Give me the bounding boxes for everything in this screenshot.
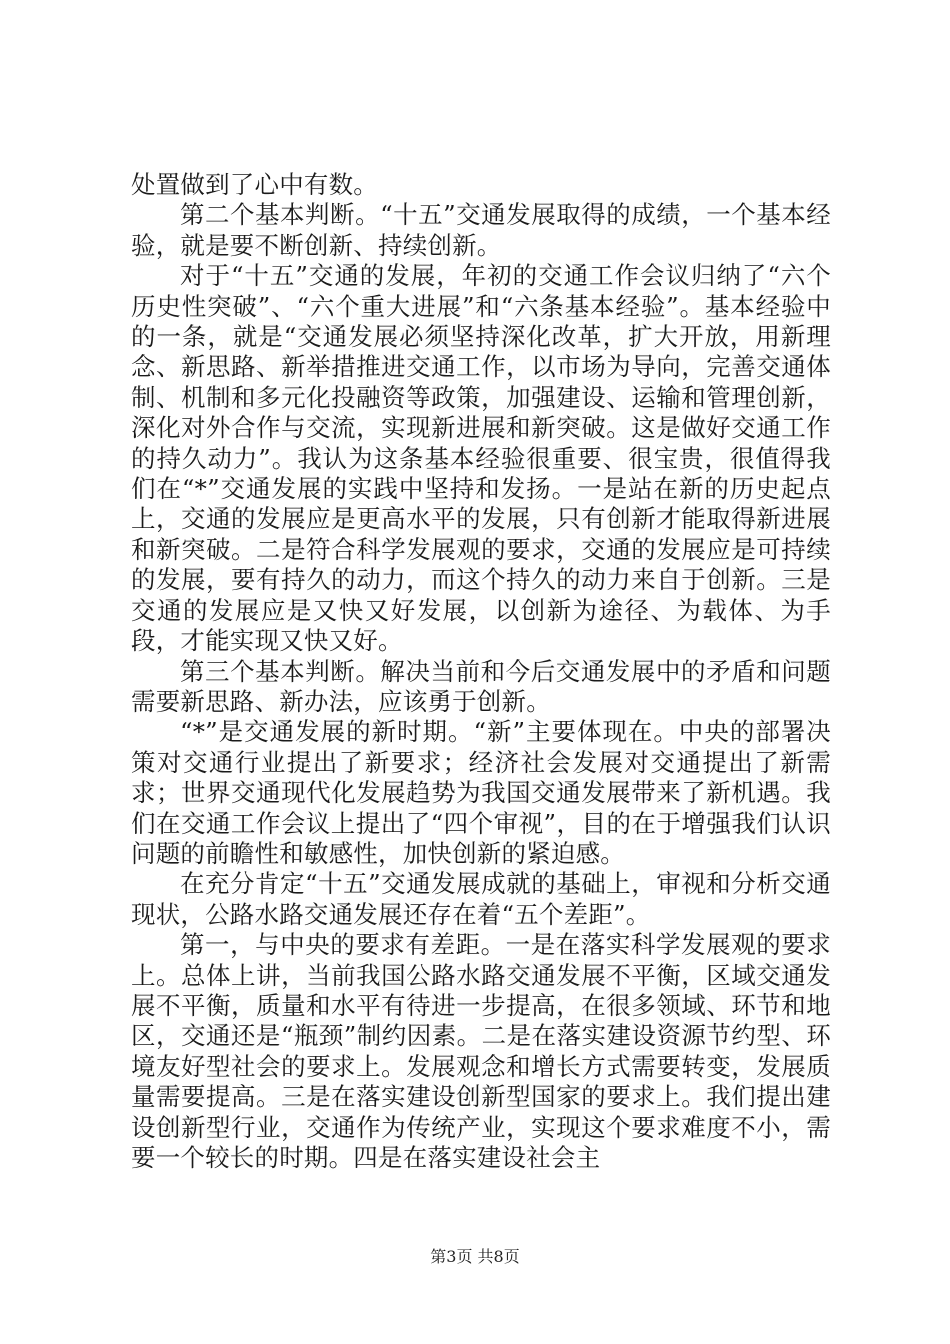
paragraph-7: 第一，与中央的要求有差距。一是在落实科学发展观的要求上。总体上讲，当前我国公路水路交通发展不平衡，区域交通发展不平衡，质量和水平有待进一步提高，在很多领域、环节和地区，交通还是“瓶颈”制约因素。二是在落实建设资源节约型、环境友好型社会的要求上。发展观念和增长方式需要转变，发展质量需要提高。三是在落实建设创新型国家的要求上。我们提出建设创新型行业，交通作为传统产业，实现这个要求难度不小，需要一个较长的时期。四是在落实建设社会主: [131, 930, 831, 1172]
paragraph-5: “*”是交通发展的新时期。“新”主要体现在。中央的部署决策对交通行业提出了新要求；经济社会发展对交通提出了新需求；世界交通现代化发展趋势为我国交通发展带来了新机遇。我们在交通工作会议上提出了“四个审视”，目的在于增强我们认识问题的前瞻性和敏感性，加快创新的紧迫感。: [131, 717, 831, 868]
paragraph-1: 处置做到了心中有数。: [131, 170, 378, 199]
paragraph-2: 第二个基本判断。“十五”交通发展取得的成绩，一个基本经验，就是要不断创新、持续创新。: [131, 200, 831, 260]
page-number: 第3页 共8页: [430, 1247, 520, 1266]
body-text: [131, 170, 831, 1173]
paragraph-3: 对于“十五”交通的发展，年初的交通工作会议归纳了“六个历史性突破”、“六个重大进展”和“六条基本经验”。基本经验中的一条，就是“交通发展必须坚持深化改革，扩大开放，用新理念、新思路、新举措推进交通工作，以市场为导向，完善交通体制、机制和多元化投融资等政策，加强建设、运输和管理创新，深化对外合作与交流，实现新进展和新突破。这是做好交通工作的持久动力”。我认为这条基本经验很重要、很宝贵，很值得我们在“*”交通发展的实践中坚持和发扬。一是站在新的历史起点上，交通的发展应是更高水平的发展，只有创新才能取得新进展和新突破。二是符合科学发展观的要求，交通的发展应是可持续的发展，要有持久的动力，而这个持久的动力来自于创新。三是交通的发展应是又快又好发展，以创新为途径、为载体、为手段，才能实现又快又好。: [131, 261, 831, 656]
paragraph-6: 在充分肯定“十五”交通发展成就的基础上，审视和分析交通现状，公路水路交通发展还存在着“五个差距”。: [131, 869, 831, 929]
paragraph-4: 第三个基本判断。解决当前和今后交通发展中的矛盾和问题需要新思路、新办法，应该勇于创新。: [131, 656, 831, 716]
page-footer: [0, 1247, 950, 1267]
